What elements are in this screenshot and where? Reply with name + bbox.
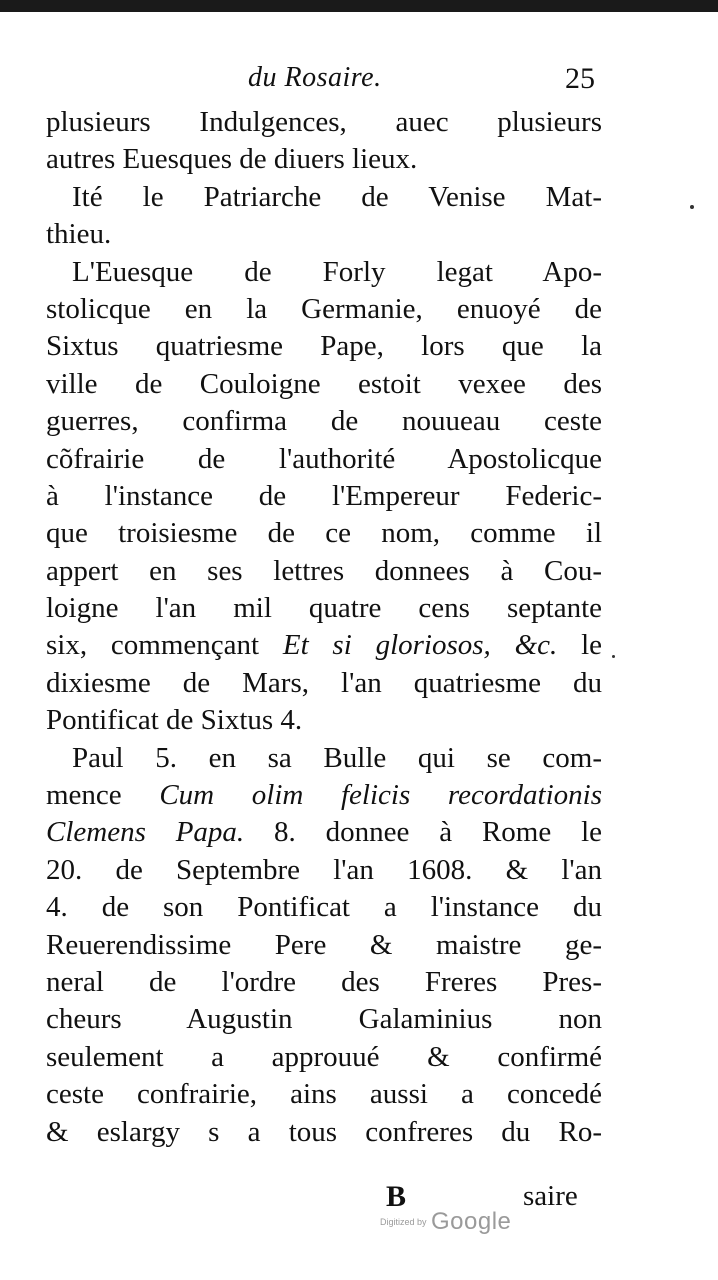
ink-speck bbox=[690, 205, 694, 209]
text-line: appert en ses lettres donnees à Cou- bbox=[46, 554, 602, 587]
text-line bbox=[46, 777, 602, 814]
page-edge-shadow bbox=[0, 0, 718, 12]
text-line: dixiesme de Mars, l'an quatriesme du bbox=[46, 666, 602, 699]
text-line: 20. de Septembre l'an 1608. & l'an bbox=[46, 853, 602, 886]
text-line: Pontificat de Sixtus 4. bbox=[46, 704, 303, 737]
italic-quotation: Cum olim felicis recordationis bbox=[159, 779, 602, 812]
running-head: du Rosaire. bbox=[248, 62, 382, 93]
italic-quotation: Clemens Papa. bbox=[46, 816, 245, 849]
text-line bbox=[46, 814, 602, 851]
text-line: thieu. bbox=[46, 218, 112, 251]
text-line: stolicque en la Germanie, enuoyé de bbox=[46, 292, 602, 325]
text-line: guerres, confirma de nouueau ceste bbox=[46, 405, 602, 438]
digitization-watermark bbox=[380, 1208, 511, 1236]
page-number: 25 bbox=[565, 62, 595, 95]
text-line: loigne l'an mil quatre cens septante bbox=[46, 592, 602, 625]
text-line: cõfrairie de l'authorité Apostolicque bbox=[46, 442, 602, 475]
text-line: plusieurs Indulgences, auec plusieurs bbox=[46, 106, 602, 138]
text-line bbox=[46, 627, 602, 664]
text-line: neral de l'ordre des Freres Pres- bbox=[46, 965, 602, 998]
text-line: que troisiesme de ce nom, comme il bbox=[46, 517, 602, 550]
text-run: le bbox=[581, 629, 602, 662]
text-line: Reuerendissime Pere & maistre ge- bbox=[46, 928, 602, 961]
text-line: Sixtus quatriesme Pape, lors que la bbox=[46, 330, 602, 363]
text-line: Paul 5. en sa Bulle qui se com- bbox=[72, 741, 602, 774]
body-text bbox=[46, 104, 602, 1151]
text-line: Ité le Patriarche de Venise Mat- bbox=[72, 180, 602, 213]
page-footer bbox=[0, 1180, 718, 1240]
text-line: 4. de son Pontificat a l'instance du bbox=[46, 891, 602, 924]
text-line: seulement a approuué & confirmé bbox=[46, 1040, 602, 1073]
text-line: L'Euesque de Forly legat Apo- bbox=[72, 255, 602, 288]
text-line: cheurs Augustin Galaminius non bbox=[46, 1003, 602, 1036]
google-logo: Google bbox=[430, 1208, 512, 1235]
watermark-prefix: Digitized by bbox=[380, 1217, 427, 1227]
text-line: & eslargy s a tous confreres du Ro- bbox=[46, 1115, 602, 1148]
text-line: à l'instance de l'Empereur Federic- bbox=[46, 479, 602, 512]
signature-mark: B bbox=[386, 1180, 407, 1213]
italic-quotation: Et si gloriosos, &c. bbox=[282, 629, 558, 662]
text-run: mence bbox=[46, 779, 122, 812]
page-header bbox=[0, 62, 718, 102]
ink-speck bbox=[612, 655, 615, 658]
catchword: saire bbox=[523, 1180, 578, 1212]
text-line: autres Euesques de diuers lieux. bbox=[46, 143, 418, 176]
text-line: ville de Couloigne estoit vexee des bbox=[46, 367, 602, 400]
text-run: 8. donnee à Rome le bbox=[274, 816, 602, 849]
text-run: six, commençant bbox=[46, 629, 260, 662]
text-line: ceste confrairie, ains aussi a concedé bbox=[46, 1078, 602, 1111]
